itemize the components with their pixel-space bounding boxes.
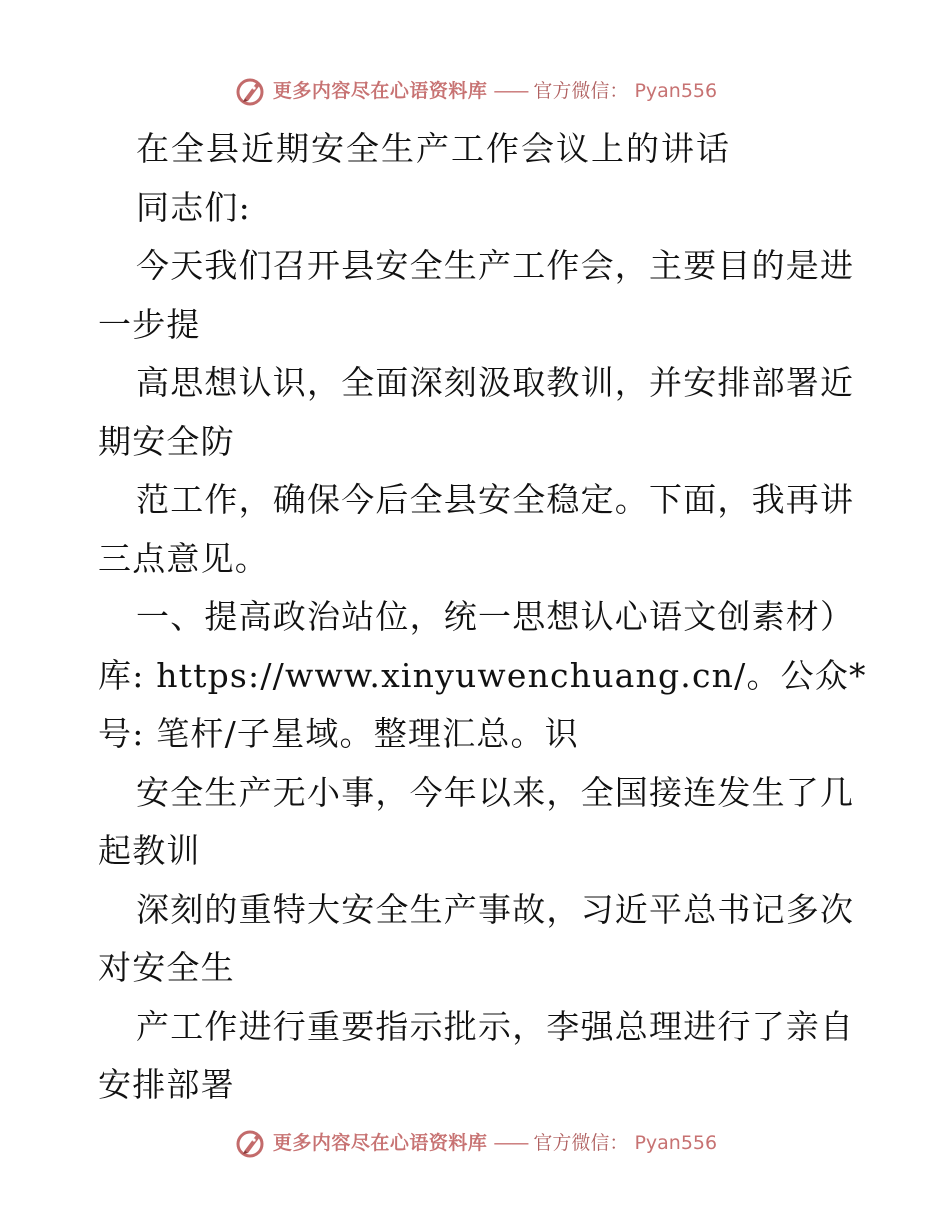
text-line: 号: 笔杆/子星域。整理汇总。识 — [98, 714, 579, 753]
text-line: 范工作，确保今后全县安全稳定。下面，我再讲 — [136, 480, 855, 519]
watermark-title: 更多内容尽在心语资料库 — [272, 1132, 488, 1154]
text-line: 今天我们召开县安全生产工作会，主要目的是进 — [136, 246, 855, 285]
salutation: 同志们: — [136, 187, 251, 227]
text-line: 一步提 — [98, 304, 201, 344]
text-line: 安全生产无小事，今年以来，全国接连发生了几 — [136, 772, 855, 812]
watermark-footer — [0, 1126, 950, 1160]
watermark-wechat-id: Pyan556 — [634, 80, 718, 102]
speech-title: 在全县近期安全生产工作会议上的讲话 — [136, 129, 731, 168]
text-line: 三点意见。 — [98, 538, 269, 578]
watermark-header — [0, 74, 950, 108]
watermark-label: 官方微信： — [533, 80, 629, 102]
watermark-wechat-id: Pyan556 — [634, 1132, 718, 1154]
document-body — [98, 120, 867, 1115]
pen-nib-logo-icon — [233, 74, 267, 108]
watermark-title: 更多内容尽在心语资料库 — [272, 80, 488, 102]
text-line: 产工作进行重要指示批示，李强总理进行了亲自 — [136, 1006, 855, 1046]
section-heading: 一、提高政治站位，统一思想认心语文创素材） — [136, 597, 855, 636]
pen-nib-logo-icon — [233, 1126, 267, 1160]
text-line: 深刻的重特大安全生产事故，习近平总书记多次 — [136, 889, 855, 929]
text-line: 期安全防 — [98, 421, 235, 461]
text-line: 安排部署 — [98, 1065, 235, 1104]
text-line: 库: https://www.xinyuwenchuang.cn/。公众* — [98, 655, 867, 695]
watermark-label: 官方微信： — [533, 1132, 629, 1154]
watermark-dash: —— — [493, 1132, 528, 1154]
text-line: 对安全生 — [98, 948, 235, 987]
text-line: 高思想认识，全面深刻汲取教训，并安排部署近 — [136, 363, 855, 402]
text-line: 起教训 — [98, 831, 201, 870]
watermark-dash: —— — [493, 80, 528, 102]
